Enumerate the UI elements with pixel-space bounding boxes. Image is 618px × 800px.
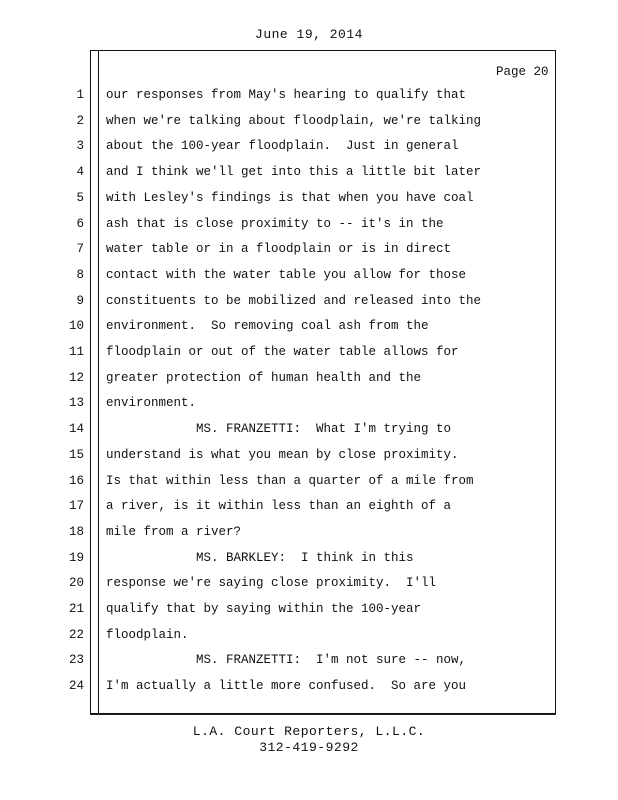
transcript-line: MS. BARKLEY: I think in this xyxy=(106,551,414,565)
transcript-line: contact with the water table you allow for those xyxy=(106,268,467,282)
transcript-line: floodplain or out of the water table allows for xyxy=(106,345,459,359)
line-number: 21 xyxy=(68,602,84,616)
transcript-line: a river, is it within less than an eighth of a xyxy=(106,499,452,513)
page-number: Page 20 xyxy=(496,65,549,79)
footer-phone: 312-419-9292 xyxy=(259,740,359,755)
bottom-rule xyxy=(90,714,556,715)
line-number: 3 xyxy=(76,139,84,153)
line-number: 5 xyxy=(76,191,84,205)
line-number: 12 xyxy=(68,371,84,385)
transcript-line: MS. FRANZETTI: I'm not sure -- now, xyxy=(106,653,467,667)
transcript-line: greater protection of human health and the xyxy=(106,371,422,385)
line-number: 11 xyxy=(68,345,84,359)
line-number: 23 xyxy=(68,653,84,667)
line-number: 14 xyxy=(68,422,84,436)
line-number: 17 xyxy=(68,499,84,513)
transcript-line: environment. So removing coal ash from the xyxy=(106,319,429,333)
transcript-line: when we're talking about floodplain, we're talking xyxy=(106,114,482,128)
line-number: 9 xyxy=(76,294,84,308)
line-number: 18 xyxy=(68,525,84,539)
line-number: 20 xyxy=(68,576,84,590)
line-number: 6 xyxy=(76,217,84,231)
transcript-line: qualify that by saying within the 100-year xyxy=(106,602,422,616)
line-number: 19 xyxy=(68,551,84,565)
transcript-line: mile from a river? xyxy=(106,525,242,539)
line-number: 2 xyxy=(76,114,84,128)
transcript-line: floodplain. xyxy=(106,628,189,642)
transcript-line: ash that is close proximity to -- it's in the xyxy=(106,217,444,231)
line-number: 1 xyxy=(76,88,84,102)
line-number: 8 xyxy=(76,268,84,282)
line-number: 7 xyxy=(76,242,84,256)
line-number: 24 xyxy=(68,679,84,693)
footer-company: L.A. Court Reporters, L.L.C. xyxy=(192,724,426,739)
transcript-line: I'm actually a little more confused. So are you xyxy=(106,679,467,693)
line-number: 4 xyxy=(76,165,84,179)
line-number: 15 xyxy=(68,448,84,462)
transcript-line: understand is what you mean by close proximity. xyxy=(106,448,459,462)
transcript-line: our responses from May's hearing to qualify that xyxy=(106,88,467,102)
line-number: 16 xyxy=(68,474,84,488)
transcript-line: MS. FRANZETTI: What I'm trying to xyxy=(106,422,452,436)
line-number: 22 xyxy=(68,628,84,642)
page-header-date: June 19, 2014 xyxy=(255,27,363,42)
transcript-line: Is that within less than a quarter of a mile from xyxy=(106,474,474,488)
transcript-line: and I think we'll get into this a little bit later xyxy=(106,165,482,179)
line-number: 10 xyxy=(68,319,84,333)
transcript-line: response we're saying close proximity. I'll xyxy=(106,576,437,590)
frame-left-rule xyxy=(91,51,99,713)
line-number: 13 xyxy=(68,396,84,410)
transcript-line: about the 100-year floodplain. Just in general xyxy=(106,139,459,153)
transcript-line: with Lesley's findings is that when you have coal xyxy=(106,191,474,205)
transcript-line: water table or in a floodplain or is in direct xyxy=(106,242,452,256)
transcript-line: constituents to be mobilized and released into the xyxy=(106,294,482,308)
transcript-line: environment. xyxy=(106,396,197,410)
